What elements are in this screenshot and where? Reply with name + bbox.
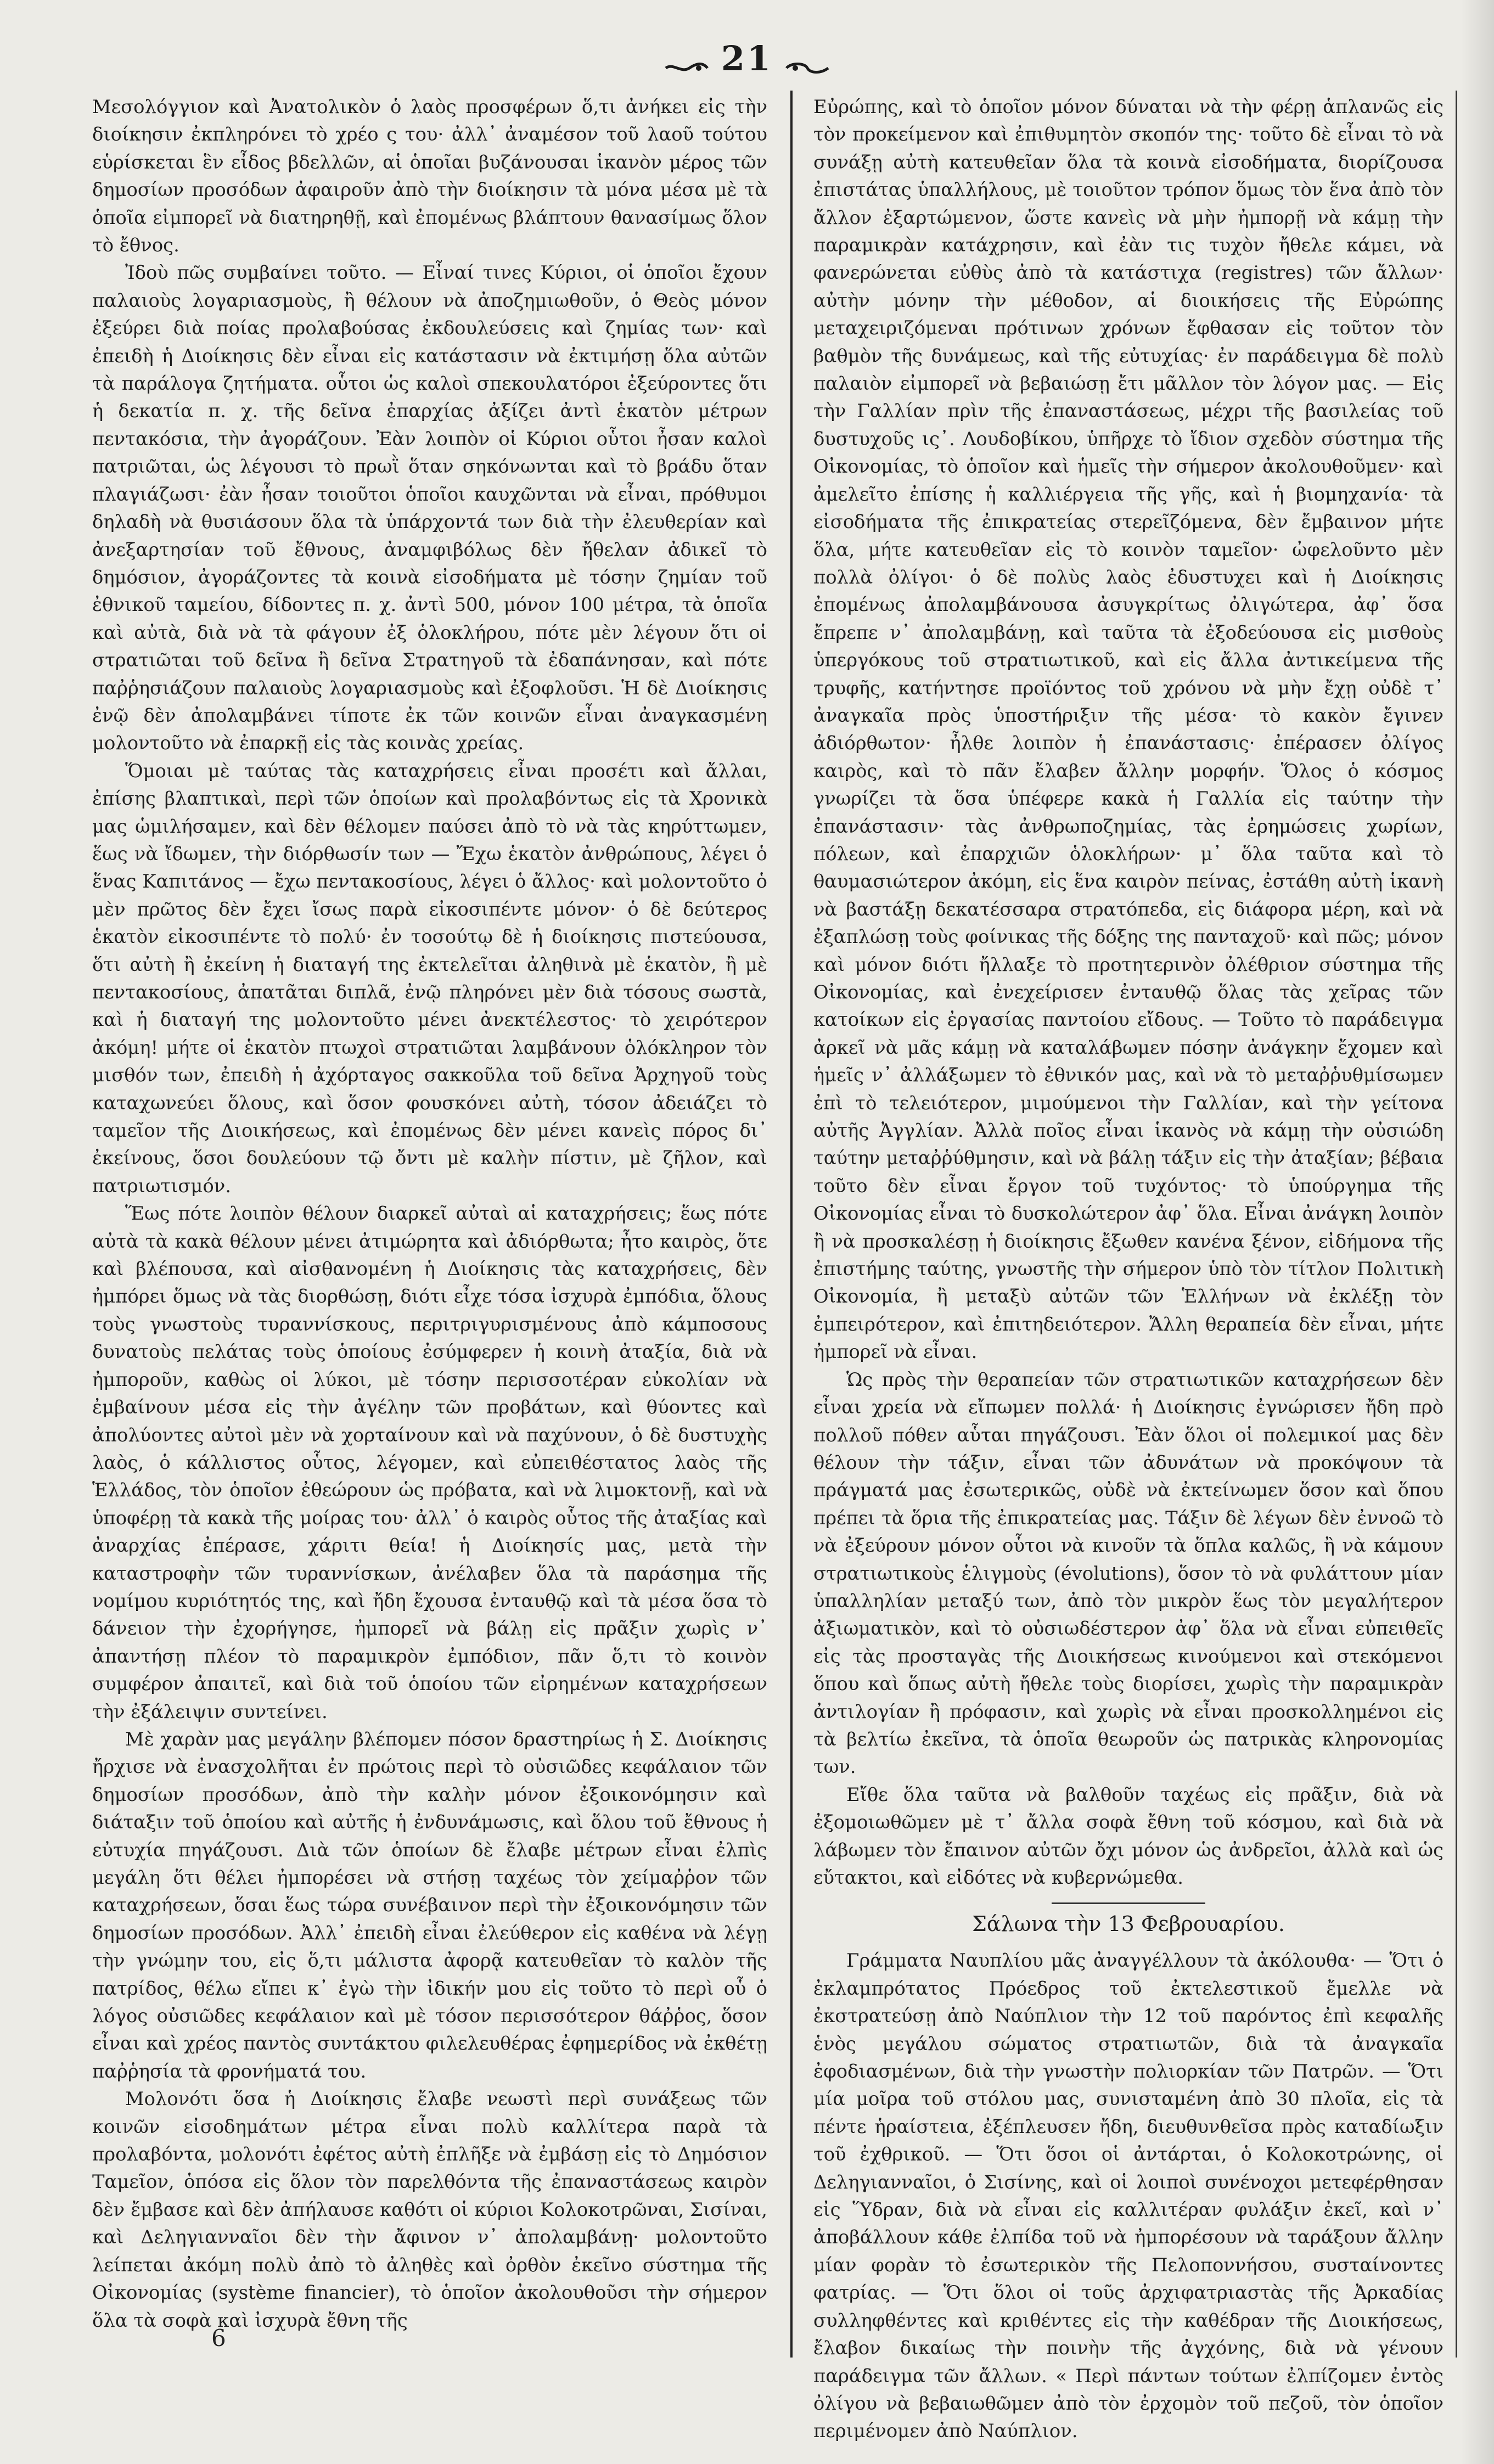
right-paragraph: Ὡς πρὸς τὴν θεραπείαν τῶν στρατιωτικῶν καταχρήσεων δὲν εἶναι χρεία νὰ εἴπωμεν πολλά· ἡ Διοίκησις ἐγνώρισεν ἤδη πρὸ πολλοῦ πόθεν αὗται πηγάζουσι. Ἐὰν ὅλοι οἱ πολεμικοί μας δὲν θέλουν τὴν τάξιν, εἶναι τῶν ἀδυνάτων νὰ προκόψουν τὰ πράγματά μας ἐσωτερικῶς, οὐδὲ νὰ ἐκτείνωμεν ὅσον καὶ ὅπου πρέπει τὰ ὅρια τῆς ἐπικρατείας μας. Τάξιν δὲ λέγων δὲν ἐννοῶ τὸ νὰ ἐξεύρουν μόνον οὗτοι νὰ κινοῦν τὰ ὅπλα καλῶς, ἢ νὰ κάμουν στρατιωτικοὺς ἑλιγμοὺς (évolutions), ὅσον τὸ νὰ φυλάττουν μίαν ὑπαλληλίαν μεταξύ των, ἀπὸ τὸν μικρὸν ἕως τὸν μεγαλήτερον ἀξιωματικὸν, καὶ τὸ οὐσιωδέστερον ἀφ᾽ ὅλα νὰ εἶναι εὐπειθεῖς εἰς τὰς προσταγὰς τῆς Διοικήσεως κινούμενοι καὶ στεκόμενοι ὅπου καὶ ὅπως αὐτὴ ἤθελε τοὺς διορίσει, χωρὶς τὴν παραμικρὰν ἀντιλογίαν ἢ πρόφασιν, καὶ χωρὶς νὰ εἶναι προσκολλημένοι εἰς τὰ βελτίω ἐκεῖνα, τὰ ὁποῖα θεωροῦν ὡς πατρικὰς κληρονομίας των. bbox=[813, 1368, 1444, 1778]
right-ornament-icon bbox=[785, 63, 829, 74]
left-paragraph: Ὅμοιαι μὲ ταύτας τὰς καταχρήσεις εἶναι προσέτι καὶ ἄλλαι, ἐπίσης βλαπτικαὶ, περὶ τῶν ὁποίων καὶ προλαβόντως εἰς τὰ Χρονικὰ μας ὡμιλήσαμεν, καὶ δὲν θέλομεν παύσει ἀπὸ τὸ νὰ τὰς κηρύττωμεν, ἕως νὰ ἴδωμεν, τὴν διόρθωσίν των — Ἔχω ἑκατὸν ἀνθρώπους, λέγει ὁ ἕνας Καπιτάνος — ἔχω πεντακοσίους, λέγει ὁ ἄλλος· καὶ μολοντοῦτο ὁ μὲν πρῶτος δὲν ἔχει ἴσως παρὰ εἰκοσιπέντε μόνον· ὁ δὲ δεύτερος ἑκατὸν εἰκοσιπέντε τὸ πολύ· ἐν τοσούτῳ δὲ ἡ διοίκησις πιστεύουσα, ὅτι αὐτὴ ἢ ἐκείνη ἡ διαταγή της ἐκτελεῖται ἀληθινὰ μὲ ἑκατὸν, ἢ μὲ πεντακοσίους, ἀπατᾶται διπλᾶ, ἐνῷ πληρόνει μὲν διὰ τόσους σωστὰ, καὶ ἡ διαταγή της μολοντοῦτο μένει ἀνεκτέλεστος· τὸ χειρότερον ἀκόμη! μήτε οἱ ἑκατὸν πτωχοὶ στρατιῶται λαμβάνουν ὁλόκληρον τὸν μισθόν των, ἐπειδὴ ἡ ἀχόρταγος σακκοῦλα τοῦ δεῖνα Ἀρχηγοῦ τοὺς καταχωνεύει ὅλους, καὶ ὅσον φουσκόνει αὐτὴ, τόσον ἀδειάζει τὸ ταμεῖον τῆς Διοικήσεως, καὶ ἐπομένως δὲν μένει κανεὶς πόρος δι᾽ ἐκείνους, ὅσοι δουλεύουν τῷ ὄντι μὲ καλὴν πίστιν, μὲ ζῆλον, καὶ πατριωτισμόν. bbox=[92, 760, 767, 1197]
dateline: Σάλωνα τὴν 13 Φεβρουαρίου. bbox=[972, 1912, 1285, 1937]
left-paragraph: Ἕως πότε λοιπὸν θέλουν διαρκεῖ αὐταὶ αἱ καταχρήσεις; ἕως πότε αὐτὰ τὰ κακὰ θέλουν μένει ἀτιμώρητα καὶ ἀδιόρθωτα; ἦτο καιρὸς, ὅτε καὶ βλέπουσα, καὶ αἰσθανομένη ἡ Διοίκησις τὰς καταχρήσεις, δὲν ἠμπόρει ὅμως νὰ τὰς διορθώσῃ, διότι εἶχε τόσα ἰσχυρὰ ἐμπόδια, ὅλους τοὺς γνωστοὺς τυραννίσκους, περιτριγυρισμένους ἀπὸ κάμποσους δυνατοὺς πελάτας τοὺς ὁποίους ἐσύμφερεν ἡ κοινὴ ἀταξία, διὰ νὰ ἠμποροῦν, καθὼς οἱ λύκοι, μὲ τόσην περισσοτέραν εὐκολίαν νὰ ἐμβαίνουν μέσα εἰς τὴν ἀγέλην τῶν προβάτων, καὶ θύοντες καὶ ἀπολύοντες αὐτοὶ μὲν νὰ χορταίνουν καὶ νὰ παχύνουν, ὁ δὲ δυστυχὴς λαὸς, ὁ κάλλιστος οὗτος, λέγομεν, καὶ εὐπειθέστατος λαὸς τῆς Ἑλλάδος, τὸν ὁποῖον ἐθεώρουν ὡς πρόβατα, καὶ νὰ λιμοκτονῇ, καὶ νὰ ὑποφέρῃ τὰ κακὰ τῆς μοίρας του· ἀλλ᾽ ὁ καιρὸς οὗτος τῆς ἀταξίας καὶ ἀναρχίας ἐπέρασε, χάριτι θεία! ἡ Διοίκησίς μας, μετὰ τὴν καταστροφὴν τῶν τυραννίσκων, ἀνέλαβεν ὅλα τὰ παράσημα τῆς νομίμου κυριότητός της, καὶ ἤδη ἔχουσα ἐνταυθῷ καὶ τὰ μέσα ὅσα τὸ δάνειον τὴν ἐχορήγησε, ἠμπορεῖ νὰ βάλῃ εἰς πρᾶξιν χωρὶς ν᾽ ἀπαντήσῃ πλέον τὸ παραμικρὸν ἐμπόδιον, πᾶν ὅ,τι τὸ κοινὸν συμφέρον ἀπαιτεῖ, καὶ διὰ τοῦ ὁποίου τῶν εἰρημένων καταχρήσεων τὴν ἐξάλειψιν συντείνει. bbox=[92, 1203, 767, 1722]
dateline-block bbox=[813, 1902, 1444, 1938]
right-paragraph: Εἴθε ὅλα ταῦτα νὰ βαλθοῦν ταχέως εἰς πρᾶξιν, διὰ νὰ ἐξομοιωθῶμεν μὲ τ᾽ ἄλλα σοφὰ ἔθνη τοῦ κόσμου, καὶ διὰ νὰ λάβωμεν τὸν ἔπαινον αὐτῶν ὄχι μόνον ὡς ἀνδρεῖοι, ἀλλὰ καὶ ὡς εὔτακτοι, καὶ εἰδότες νὰ κυβερνώμεθα. bbox=[813, 1783, 1444, 1888]
left-paragraph: Μεσολόγγιον καὶ Ἀνατολικὸν ὁ λαὸς προσφέρων ὅ,τι ἀνήκει εἰς τὴν διοίκησιν ἐκπληρόνει τὸ χρέο ς του· ἀλλ᾽ ἀναμέσον τοῦ λαοῦ τούτου εὑρίσκεται ἓν εἶδος βδελλῶν, αἱ ὁποῖαι βυζάνουσαι ἱκανὸν μέρος τῶν δημοσίων προσόδων ἀφαιροῦν ἀπὸ τὴν διοίκησιν τὰ μόνα μέσα μὲ τὰ ὁποῖα εἰμπορεῖ νὰ διατηρηθῇ, καὶ ἐπομένως βλάπτουν θανασίμως ὅλον τὸ ἔθνος. bbox=[92, 96, 767, 256]
dateline-rule bbox=[1052, 1902, 1205, 1904]
page-fold-shadow bbox=[1461, 0, 1494, 2464]
column-divider bbox=[790, 91, 793, 2358]
left-paragraph: Μολονότι ὅσα ἡ Διοίκησις ἔλαβε νεωστὶ περὶ συνάξεως τῶν κοινῶν εἰσοδημάτων μέτρα εἶναι πολὺ καλλίτερα παρὰ τὰ προλαβόντα, μολονότι ἐφέτος αὐτὴ ἐπλῆξε νὰ ἐμβάσῃ εἰς τὸ Δημόσιον Ταμεῖον, ὁπόσα εἰς ὅλον τὸν παρελθόντα τῆς ἐπαναστάσεως καιρὸν δὲν ἔμβασε καὶ δὲν ἀπήλαυσε καθότι οἱ κύριοι Κολοκοτρῶναι, Σισίναι, καὶ Δεληγιανναῖοι δὲν τὴν ἄφινον ν᾽ ἀπολαμβάνῃ· μολοντοῦτο λείπεται ἀκόμη πολὺ ἀπὸ τὸ ἀληθὲς καὶ ὀρθὸν ἐκεῖνο σύστημα τῆς Οἰκονομίας (système financier), τὸ ὁποῖον ἀκολουθοῦσι τὴν σήμερον ὅλα τὰ σοφὰ καὶ ἰσχυρὰ ἔθνη τῆς bbox=[92, 2088, 767, 2331]
right-column bbox=[813, 93, 1444, 2445]
page-number: 21 bbox=[721, 38, 773, 78]
left-ornament-icon bbox=[665, 63, 709, 74]
signature-mark: 6 bbox=[211, 2325, 226, 2351]
right-paragraph: Γράμματα Ναυπλίου μᾶς ἀναγγέλλουν τὰ ἀκόλουθα· — Ὅτι ὁ ἐκλαμπρότατος Πρόεδρος τοῦ ἐκτελεστικοῦ ἔμελλε νὰ ἐκστρατεύσῃ ἀπὸ Ναύπλιον τὴν 12 τοῦ παρόντος ἐπὶ κεφαλῆς ἑνὸς μεγάλου σώματος στρατιωτῶν, διὰ τὰ ἀναγκαῖα ἐφοδιασμένων, διὰ τὴν γνωστὴν πολιορκίαν τῶν Πατρῶν. — Ὅτι μία μοῖρα τοῦ στόλου μας, συνισταμένη ἀπὸ 30 πλοῖα, εἰς τὰ πέντε ἡραίστεια, ἐξέπλευσεν ἤδη, διευθυνθεῖσα πρὸς καταδίωξιν τοῦ ἐχθρικοῦ. — Ὅτι ὅσοι οἱ ἀντάρται, ὁ Κολοκοτρώνης, οἱ Δεληγιανναῖοι, ὁ Σισίνης, καὶ οἱ λοιποὶ συνένοχοι μετεφέρθησαν εἰς Ὕδραν, διὰ νὰ εἶναι εἰς καλλιτέραν φυλάξιν ἐκεῖ, καὶ ν᾽ ἀποβάλλουν κάθε ἐλπίδα τοῦ νὰ ἠμπορέσουν νὰ ταράξουν ἄλλην μίαν φορὰν τὸ ἐσωτερικὸν τῆς Πελοποννήσου, συσταίνοντες φατρίας. — Ὅτι ὅλοι οἱ τοῦς ἀρχιφατριαστὰς τῆς Ἀρκαδίας συλληφθέντες καὶ κριθέντες εἰς τὴν καθέδραν τῆς Διοικήσεως, ἔλαβον δικαίως τὴν ποινὴν τῆς ἀγχόνης, διὰ νὰ γένουν παράδειγμα τῶν ἄλλων. « Περὶ πάντων τούτων ἐλπίζομεν ἐντὸς ὀλίγου νὰ βεβαιωθῶμεν ἀπὸ τὸν ἐρχομὸν τοῦ πεζοῦ, τὸν ὁποῖον περιμένομεν ἀπὸ Ναύπλιον. bbox=[813, 1950, 1444, 2442]
page-header bbox=[0, 38, 1494, 78]
left-paragraph: Ἰδοὺ πῶς συμβαίνει τοῦτο. — Εἶναί τινες Κύριοι, οἱ ὁποῖοι ἔχουν παλαιοὺς λογαριασμοὺς, ἢ θέλουν νὰ ἀποζημιωθοῦν, ὁ Θεὸς μόνον ἐξεύρει διὰ ποίας προλαβούσας ἐκδουλεύσεις καὶ ζημίας των· καὶ ἐπειδὴ ἡ Διοίκησις δὲν εἶναι εἰς κατάστασιν νὰ ἐκτιμήσῃ ὅλα αὐτῶν τὰ παράλογα ζητήματα. οὗτοι ὡς καλοὶ σπεκουλατόροι ἐξεύροντες ὅτι ἡ δεκατία π. χ. τῆς δεῖνα ἐπαρχίας ἀξίζει ἀντὶ ἑκατὸν μέτρων πεντακόσια, τὴν ἀγοράζουν. Ἐὰν λοιπὸν οἱ Κύριοι οὗτοι ἦσαν καλοὶ πατριῶται, ὡς λέγουσι τὸ πρωῒ ὅταν σηκόνωνται καὶ τὸ βράδυ ὅταν πλαγιάζωσι· ἐὰν ἦσαν τοιοῦτοι ὁποῖοι καυχῶνται νὰ εἶναι, πρόθυμοι δηλαδὴ νὰ θυσιάσουν ὅλα τὰ ὑπάρχοντά των διὰ τὴν ἐλευθερίαν καὶ ἀνεξαρτησίαν τοῦ ἔθνους, ἀναμφιβόλως δὲν ἤθελαν ἀδικεῖ τὸ δημόσιον, ἀγοράζοντες τὰ κοινὰ εἰσοδήματα μὲ τόσην ζημίαν τοῦ ἐθνικοῦ ταμείου, δίδοντες π. χ. ἀντὶ 500, μόνον 100 μέτρα, τὰ ὁποῖα καὶ αὐτὰ, διὰ νὰ τὰ φάγουν ἐξ ὁλοκλήρου, πότε μὲν λέγουν ὅτι οἱ στρατιῶται τοῦ δεῖνα ἢ δεῖνα Στρατηγοῦ τὰ ἐδαπάνησαν, καὶ πότε παῤῥησιάζουν παλαιοὺς λογαριασμοὺς καὶ ἐξοφλοῦσι. Ἡ δὲ Διοίκησις ἐνῷ δὲν ἀπολαμβάνει τίποτε ἐκ τῶν κοινῶν εἶναι ἀναγκασμένη μολοντοῦτο νὰ ἐπαρκῇ εἰς τὰς κοινὰς χρείας. bbox=[92, 262, 767, 754]
outer-border-rule bbox=[1456, 91, 1457, 2358]
right-paragraph: Εὐρώπης, καὶ τὸ ὁποῖον μόνον δύναται νὰ τὴν φέρῃ ἁπλανῶς εἰς τὸν προκείμενον καὶ ἐπιθυμητὸν σκοπόν της· τοῦτο δὲ εἶναι τὸ νὰ συνάξῃ αὐτὴ κατευθεῖαν ὅλα τὰ κοινὰ εἰσοδήματα, διορίζουσα ἐπιστάτας ὑπαλλήλους, μὲ τοιοῦτον τρόπον ὅμως τὸν ἕνα ἀπὸ τὸν ἄλλον ἐξαρτώμενον, ὥστε κανεὶς νὰ μὴν ἠμπορῇ νὰ κάμῃ τὴν παραμικρὰν κατάχρησιν, καὶ ἐὰν τις τυχὸν ἤθελε κάμει, νὰ φανερώνεται εὐθὺς ἀπὸ τὰ κατάστιχα (registres) τῶν ἄλλων· αὐτὴν μόνην τὴν μέθοδον, αἱ διοικήσεις τῆς Εὐρώπης μεταχειριζόμεναι πρότινων χρόνων ἔφθασαν εἰς τοῦτον τὸν βαθμὸν τῆς δυνάμεως, καὶ τῆς εὐτυχίας· ἐν παράδειγμα δὲ πολὺ παλαιὸν εἰμπορεῖ νὰ βεβαιώσῃ ἔτι μᾶλλον τὸν λόγον μας. — Εἰς τὴν Γαλλίαν πρὶν τῆς ἐπαναστάσεως, μέχρι τῆς βασιλείας τοῦ δυστυχοῦς ις᾽. Λουδοβίκου, ὑπῆρχε τὸ ἴδιον σχεδὸν σύστημα τῆς Οἰκονομίας, τὸ ὁποῖον καὶ ἡμεῖς τὴν σήμερον ἀκολουθοῦμεν· καὶ ἀμελεῖτο ἐπίσης ἡ καλλιέργεια τῆς γῆς, καὶ ἡ βιομηχανία· τὰ εἰσοδήματα τῆς ἐπικρατείας στερεῖζόμενα, δὲν ἔμβαινον μήτε ὅλα, μήτε κατευθεῖαν εἰς τὸ κοινὸν ταμεῖον· ὠφελοῦντο μὲν πολλὰ ὀλίγοι· ὁ δὲ πολὺς λαὸς ἐδυστυχει καὶ ἡ Διοίκησις ἐπομένως ἀπολαμβάνουσα ἀσυγκρίτως ὀλιγώτερα, ἀφ᾽ ὅσα ἔπρεπε ν᾽ ἀπολαμβάνῃ, καὶ ταῦτα τὰ ἐξοδεύουσα εἰς μισθοὺς ὑπεργόκους τοῦ στρατιωτικοῦ, καὶ εἰς ἄλλα ἀντικείμενα τῆς τρυφῆς, κατήντησε προϊόντος τοῦ χρόνου νὰ μὴν ἔχῃ οὐδὲ τ᾽ ἀναγκαῖα πρὸς ὑποστήριξιν τῆς μέσα· τὸ κακὸν ἔγινεν ἀδιόρθωτον· ἦλθε λοιπὸν ἡ ἐπανάστασις· ἐπέρασεν ὀλίγος καιρὸς, καὶ τὸ πᾶν ἔλαβεν ἄλλην μορφήν. Ὅλος ὁ κόσμος γνωρίζει τὰ ὅσα ὑπέφερε κακὰ ἡ Γαλλία εἰς ταύτην τὴν ἐπανάστασιν· τὰς ἀνθρωποζημίας, τὰς ἐρημώσεις χωρίων, πόλεων, καὶ ἐπαρχιῶν ὁλοκλήρων· μ᾽ ὅλα ταῦτα καὶ τὸ θαυμασιώτερον ἀκόμη, εἰς ἕνα καιρὸν πείνας, ἐστάθη αὐτὴ ἱκανὴ νὰ βαστάξῃ δεκατέσσαρα στρατόπεδα, εἰς διάφορα μέρη, καὶ νὰ ἐξαπλώσῃ τοὺς φοίνικας τῆς δόξης της πανταχοῦ· καὶ πῶς; μόνον καὶ μόνον διότι ἤλλαξε τὸ προτητερινὸν ὀλέθριον σύστημα τῆς Οἰκονομίας, καὶ ἐνεχείρισεν ἐνταυθῷ ὅλας τὰς χεῖρας τῶν κατοίκων εἰς ἐργασίας παντοίου εἴδους. — Τοῦτο τὸ παράδειγμα ἀρκεῖ νὰ μᾶς κάμῃ νὰ καταλάβωμεν πόσην ἀνάγκην ἔχομεν καὶ ἡμεῖς ν᾽ ἀλλάξωμεν τὸ ἐθνικόν μας, καὶ νὰ τὸ μεταῤῥυθμίσωμεν ἐπὶ τὸ τελειότερον, μιμούμενοι τὴν Γαλλίαν, καὶ τὴν γείτονα αὐτῆς Ἀγγλίαν. Ἀλλὰ ποῖος εἶναι ἱκανὸς νὰ κάμῃ τὴν οὐσιώδη ταύτην μεταῤῥύθμησιν, καὶ νὰ βάλῃ τάξιν εἰς τὴν ἀταξίαν; βέβαια τοῦτο δὲν εἶναι ἔργον τοῦ τυχόντος· τὸ ὑπούργημα τῆς Οἰκονομίας εἶναι τὸ δυσκολώτερον ἀφ᾽ ὅλα. Εἶναι ἀνάγκη λοιπὸν ἢ νὰ προσκαλέσῃ ἡ διοίκησις ἔξωθεν κανένα ξένον, εἰδήμονα τῆς ἐπιστήμης ταύτης, γνωστῆς τὴν σήμερον ὑπὸ τὸν τίτλον Πολιτικὴ Οἰκονομία, ἢ μεταξὺ αὐτῶν τῶν Ἑλλήνων νὰ ἐκλέξῃ τὸν ἐμπειρότερον, καὶ ἐπιτηδειότερον. Ἄλλη θεραπεία δὲν εἶναι, μήτε ἠμπορεῖ νὰ εἶναι. bbox=[813, 96, 1444, 1363]
left-paragraph: Μὲ χαρὰν μας μεγάλην βλέπομεν πόσον δραστηρίως ἡ Σ. Διοίκησις ἤρχισε νὰ ἐνασχολῆται ἐν πρώτοις περὶ τὸ οὐσιῶδες κεφάλαιον τῶν δημοσίων προσόδων, ἀπὸ τὴν καλὴν μόνον ἐξοικονόμησιν καὶ διάταξιν τοῦ ὁποίου καὶ αὐτῆς ἡ ἐνδυνάμωσις, καὶ ὅλου τοῦ ἔθνους ἡ εὐτυχία πηγάζουσι. Διὰ τῶν ὁποίων δὲ ἔλαβε μέτρων εἶναι ἐλπὶς μεγάλη ὅτι θέλει ἠμπορέσει νὰ στήσῃ ταχέως τὸν χείμαῤῥον τῶν καταχρήσεων, ὅσαι ἕως τώρα συνέβαινον περὶ τὴν ἐξοικονόμησιν τῶν δημοσίων προσόδων. Ἀλλ᾽ ἐπειδὴ εἶναι ἐλεύθερον εἰς καθένα νὰ λέγῃ τὴν γνώμην του, εἰς ὅ,τι μάλιστα ἀφορᾷ κατευθεῖαν τὸ καλὸν τῆς πατρίδος, θέλω εἴπει κ᾽ ἐγὼ τὴν ἰδικήν μου εἰς τοῦτο τὸ περὶ οὗ ὁ λόγος οὐσιῶδες κεφάλαιον καὶ μὲ τόσον περισσότερον θάῤῥος, ὅσον εἶναι καὶ χρέος παντὸς συντάκτου φιλελευθέρας ἐφημερίδος νὰ ἐκθέτῃ παῤῥησία τὰ φρονήματά του. bbox=[92, 1728, 767, 2082]
left-column bbox=[92, 93, 767, 2334]
